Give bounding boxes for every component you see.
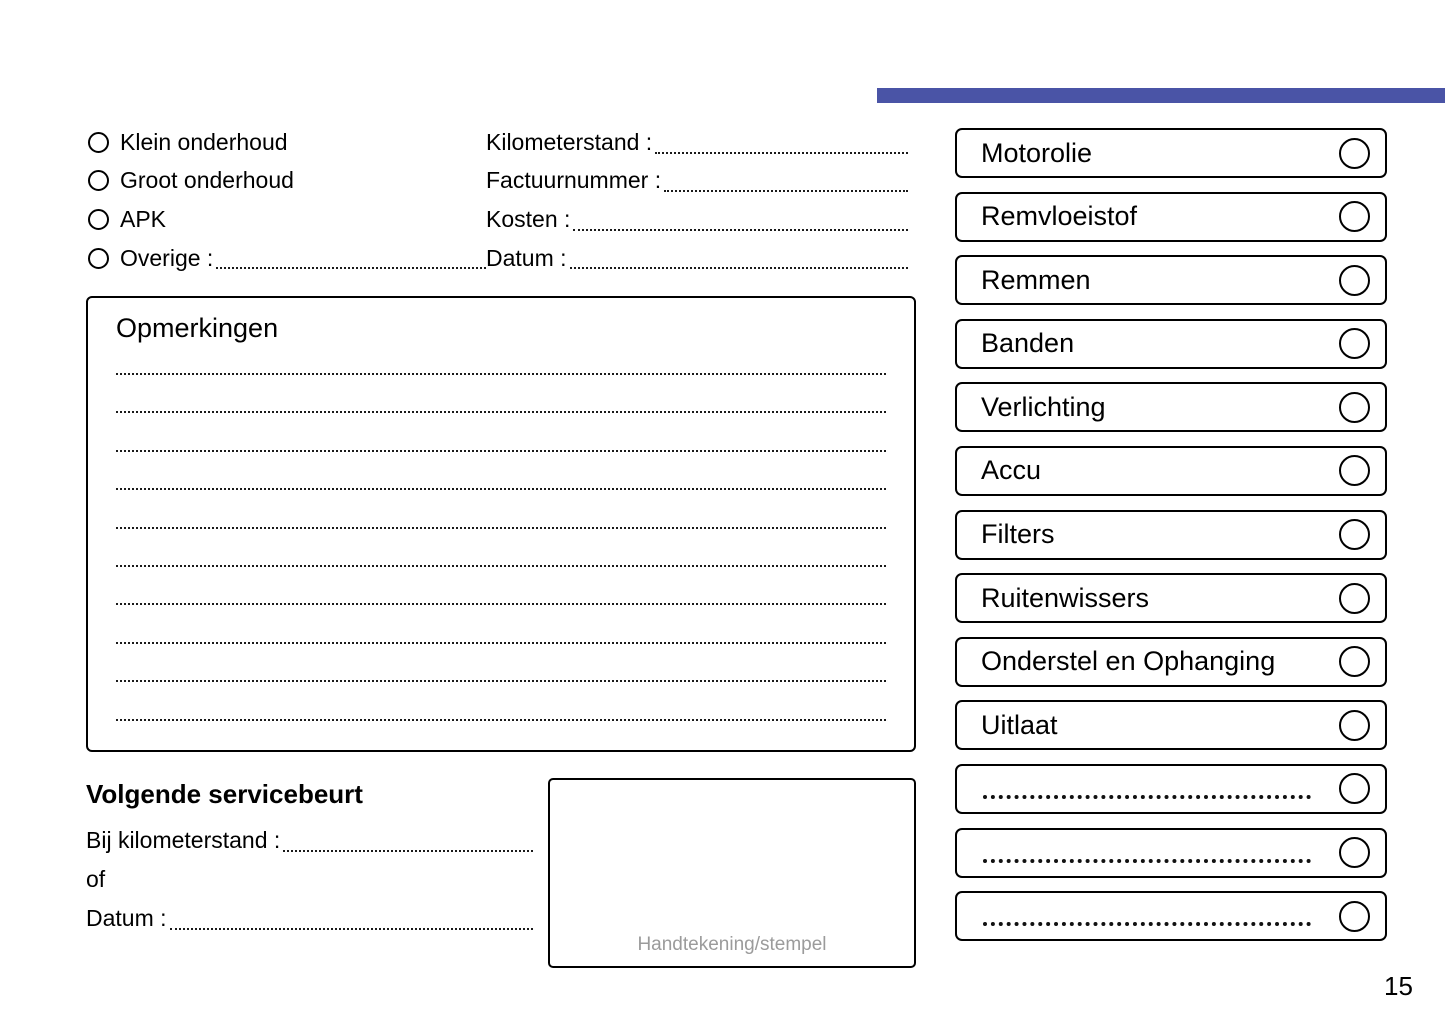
check-circle-icon[interactable]: [1339, 265, 1370, 296]
checklist-label: Onderstel en Ophanging: [981, 646, 1276, 677]
checklist-item-blank-1: [955, 764, 1387, 814]
field-bij-kilometerstand: [86, 821, 533, 860]
remark-write-line[interactable]: [116, 644, 886, 682]
kilometerstand-input-line[interactable]: [655, 152, 908, 154]
check-circle-icon[interactable]: [1339, 328, 1370, 359]
field-kilometerstand: [486, 123, 908, 162]
checklist-item-accu: [955, 446, 1387, 496]
checklist-label: Accu: [981, 455, 1042, 486]
field-label: Datum :: [486, 244, 567, 271]
next-datum-input-line[interactable]: [170, 928, 533, 930]
field-label: Factuurnummer :: [486, 167, 662, 194]
checklist-label: Uitlaat: [981, 709, 1058, 740]
radio-circle-icon[interactable]: [88, 248, 109, 269]
option-label: APK: [120, 205, 167, 232]
checklist-label: Verlichting: [981, 391, 1106, 422]
check-circle-icon[interactable]: [1339, 901, 1370, 932]
field-factuurnummer: [486, 162, 908, 201]
remarks-title: Opmerkingen: [116, 313, 279, 343]
remark-write-line[interactable]: [116, 413, 886, 451]
next-service-section: [86, 779, 533, 938]
checklist-item-verlichting: [955, 382, 1387, 432]
remark-write-line[interactable]: [116, 375, 886, 413]
bij-kilometerstand-input-line[interactable]: [283, 850, 533, 852]
service-details-fields: [486, 123, 908, 277]
signature-placeholder: Handtekening/stempel: [637, 934, 827, 955]
check-circle-icon[interactable]: [1339, 773, 1370, 804]
kosten-input-line[interactable]: [573, 229, 908, 231]
checklist-item-remvloeistof: [955, 192, 1387, 242]
checklist-item-blank-3: [955, 891, 1387, 941]
radio-circle-icon[interactable]: [88, 209, 109, 230]
field-label: Kosten :: [486, 205, 571, 232]
checklist-label: Ruitenwissers: [981, 582, 1150, 613]
blank-input-line[interactable]: [983, 859, 1311, 863]
field-kosten: [486, 200, 908, 239]
checklist-item-onderstel-en-ophanging: [955, 637, 1387, 687]
option-label: Groot onderhoud: [120, 167, 294, 194]
option-overige: [88, 239, 486, 278]
service-type-options: [88, 123, 486, 277]
radio-circle-icon[interactable]: [88, 170, 109, 191]
remark-write-line[interactable]: [116, 529, 886, 567]
field-of: [86, 860, 533, 899]
checklist-label: Remmen: [981, 264, 1091, 295]
option-label: Overige :: [120, 244, 214, 271]
check-circle-icon[interactable]: [1339, 455, 1370, 486]
datum-input-line[interactable]: [570, 267, 908, 269]
field-datum: [486, 239, 908, 278]
checklist-label: Remvloeistof: [981, 201, 1138, 232]
remarks-box: [86, 296, 916, 752]
option-label: Klein onderhoud: [120, 128, 288, 155]
blank-input-line[interactable]: [983, 922, 1311, 926]
factuurnummer-input-line[interactable]: [664, 190, 908, 192]
check-circle-icon[interactable]: [1339, 583, 1370, 614]
blank-input-line[interactable]: [983, 795, 1311, 799]
overige-input-line[interactable]: [216, 267, 486, 269]
check-circle-icon[interactable]: [1339, 837, 1370, 868]
check-circle-icon[interactable]: [1339, 710, 1370, 741]
option-apk: [88, 200, 486, 239]
checklist-item-ruitenwissers: [955, 573, 1387, 623]
field-next-datum: [86, 899, 533, 938]
remark-write-line[interactable]: [116, 337, 886, 375]
radio-circle-icon[interactable]: [88, 132, 109, 153]
field-label: Datum :: [86, 905, 167, 931]
checklist-label: Motorolie: [981, 137, 1093, 168]
remark-lines: [116, 337, 886, 721]
checklist-item-motorolie: [955, 128, 1387, 178]
option-groot-onderhoud: [88, 162, 486, 201]
checklist-item-remmen: [955, 255, 1387, 305]
field-label: of: [86, 866, 106, 892]
checklist-label: Filters: [981, 519, 1055, 550]
field-label: Bij kilometerstand :: [86, 827, 281, 853]
remark-write-line[interactable]: [116, 490, 886, 528]
service-checklist: [955, 128, 1387, 941]
check-circle-icon[interactable]: [1339, 519, 1370, 550]
remark-write-line[interactable]: [116, 567, 886, 605]
accent-bar: [877, 88, 1445, 103]
signature-box[interactable]: [548, 778, 916, 968]
checklist-item-filters: [955, 510, 1387, 560]
checklist-label: Banden: [981, 328, 1075, 359]
check-circle-icon[interactable]: [1339, 646, 1370, 677]
next-service-title: Volgende servicebeurt: [86, 779, 363, 809]
checklist-item-uitlaat: [955, 700, 1387, 750]
remark-write-line[interactable]: [116, 605, 886, 643]
field-label: Kilometerstand :: [486, 128, 653, 155]
remark-write-line[interactable]: [116, 682, 886, 720]
checklist-item-banden: [955, 319, 1387, 369]
check-circle-icon[interactable]: [1339, 138, 1370, 169]
remark-write-line[interactable]: [116, 452, 886, 490]
page-number: 15: [1384, 971, 1413, 1001]
checklist-item-blank-2: [955, 828, 1387, 878]
check-circle-icon[interactable]: [1339, 392, 1370, 423]
check-circle-icon[interactable]: [1339, 201, 1370, 232]
option-klein-onderhoud: [88, 123, 486, 162]
